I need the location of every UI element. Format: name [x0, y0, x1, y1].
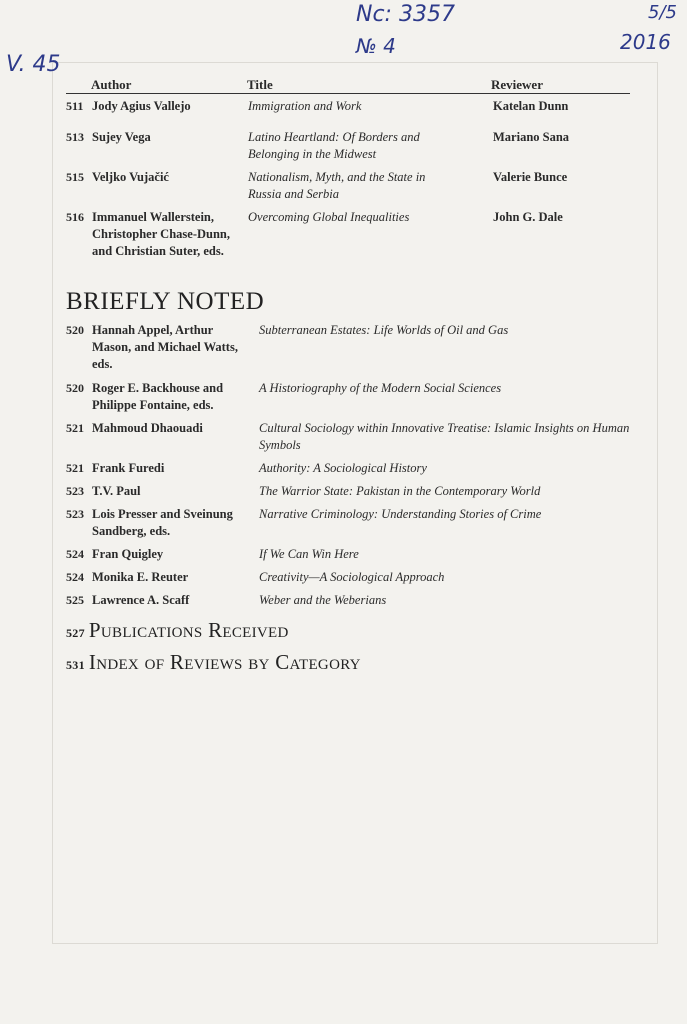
review-title: Latino Heartland: Of Borders and Belonging in the Midwest	[248, 130, 420, 161]
item-author: Lawrence A. Scaff	[92, 593, 190, 607]
item-author: Hannah Appel, Arthur Mason, and Michael Watts, eds.	[92, 323, 238, 371]
item-title: Cultural Sociology within Innovative Treatise: Islamic Insights on Human Symbols	[259, 421, 630, 452]
review-title: Immigration and Work	[248, 99, 362, 113]
header-title: Title	[247, 77, 273, 92]
item-author: Frank Furedi	[92, 461, 165, 475]
item-page: 521	[66, 461, 84, 475]
item-author: Fran Quigley	[92, 547, 164, 561]
item-title: If We Can Win Here	[259, 547, 359, 561]
briefly-noted-heading: BRIEFLY NOTED	[66, 288, 265, 315]
item-page: 523	[66, 507, 84, 521]
section-index-of-reviews	[66, 650, 361, 675]
handwritten-volume: V. 45	[6, 52, 61, 77]
review-title: Overcoming Global Inequalities	[248, 210, 410, 224]
item-title: A Historiography of the Modern Social Sciences	[259, 381, 502, 395]
handwritten-date-day: 5/5	[648, 2, 677, 23]
review-page: 516	[66, 210, 84, 224]
item-title: The Warrior State: Pakistan in the Contemporary World	[259, 484, 541, 498]
table-header	[66, 75, 630, 94]
section-title: Index of Reviews by Category	[88, 650, 361, 674]
item-page: 524	[66, 570, 84, 584]
review-author: Immanuel Wallerstein, Christopher Chase-Dunn, and Christian Suter, eds.	[92, 210, 230, 258]
review-page: 511	[66, 99, 84, 113]
review-author: Sujey Vega	[92, 130, 151, 144]
item-page: 525	[66, 593, 84, 607]
item-title: Subterranean Estates: Life Worlds of Oil and Gas	[259, 323, 509, 337]
item-title: Narrative Criminology: Understanding Stories of Crime	[259, 507, 542, 521]
handwritten-date-year: 2016	[620, 30, 671, 54]
item-page: 520	[66, 381, 84, 395]
item-page: 524	[66, 547, 84, 561]
item-page: 523	[66, 484, 84, 498]
item-title: Authority: A Sociological History	[259, 461, 427, 475]
review-author: Jody Agius Vallejo	[92, 99, 191, 113]
item-author: Monika E. Reuter	[92, 570, 189, 584]
review-reviewer: Valerie Bunce	[493, 170, 568, 184]
item-author: T.V. Paul	[92, 484, 141, 498]
section-publications-received	[66, 618, 289, 643]
item-author: Lois Presser and Sveinung Sandberg, eds.	[92, 507, 233, 538]
section-page: 527	[66, 626, 85, 640]
item-title: Creativity—A Sociological Approach	[259, 570, 445, 584]
item-author: Roger E. Backhouse and Philippe Fontaine, eds.	[92, 381, 224, 412]
review-title: Nationalism, Myth, and the State in Russia and Serbia	[248, 170, 426, 201]
review-page: 515	[66, 170, 84, 184]
handwritten-number: Nc: 3357	[356, 2, 455, 27]
item-page: 520	[66, 323, 84, 337]
item-title: Weber and the Weberians	[259, 593, 387, 607]
item-page: 521	[66, 421, 84, 435]
review-page: 513	[66, 130, 84, 144]
review-reviewer: John G. Dale	[493, 210, 563, 224]
review-reviewer: Mariano Sana	[493, 130, 570, 144]
item-author: Mahmoud Dhaouadi	[92, 421, 203, 435]
review-author: Veljko Vujačić	[92, 170, 169, 184]
review-reviewer: Katelan Dunn	[493, 99, 569, 113]
header-author: Author	[91, 77, 132, 92]
handwritten-issue: № 4	[356, 34, 396, 58]
header-reviewer: Reviewer	[491, 77, 543, 92]
section-page: 531	[66, 658, 85, 672]
section-title: Publications Received	[88, 618, 289, 642]
